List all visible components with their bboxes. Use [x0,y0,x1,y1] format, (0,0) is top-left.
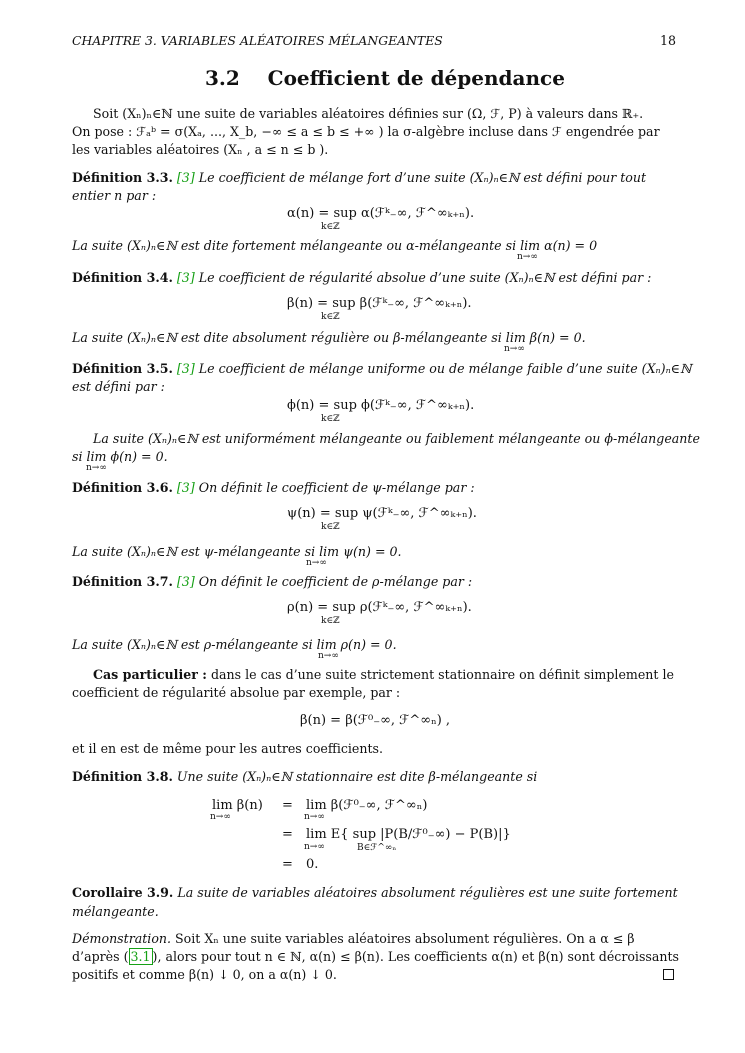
definition-label: Définition 3.4. [72,270,173,285]
equation-subscript: k∈ℤ [321,312,340,322]
equation-beta-stationary: β(n) = β(ℱ⁰₋∞, ℱ^∞ₙ) , [300,713,451,728]
definition-3-3 [72,170,646,186]
definition-text: Une suite (Xₙ)ₙ∈ℕ stationnaire est dite β-mélangeante si [176,769,538,784]
aligned-eq-row1-sign: = [282,798,293,813]
limit-subscript: n→∞ [504,344,525,354]
equation-subscript: k∈ℤ [321,616,340,626]
citation-link[interactable]: [3] [176,361,195,376]
citation-link[interactable]: [3] [176,170,195,185]
sup-subscript: B∈ℱ^∞ₙ [357,843,397,853]
definition-3-5 [72,361,692,377]
definition-conclusion: La suite (Xₙ)ₙ∈ℕ est uniformément mélangeante ou faiblement mélangeante ou ϕ-mélangeante [93,431,700,446]
limit-subscript: n→∞ [86,463,107,473]
equation-subscript: k∈ℤ [321,222,340,232]
definition-text: On définit le coefficient de ψ-mélange par : [198,480,475,495]
proof-label: Démonstration. [72,931,172,946]
special-case-text-cont: coefficient de régularité absolue par exemple, par : [72,685,401,700]
limit-subscript: n→∞ [517,252,538,262]
definition-label: Définition 3.5. [72,361,173,376]
citation-link[interactable]: [3] [176,574,195,589]
definition-3-8 [72,769,537,785]
corollary-text-cont: mélangeante. [72,904,159,919]
equation-phi: ϕ(n) = sup ϕ(ℱᵏ₋∞, ℱ^∞ₖ₊ₙ). [287,398,475,413]
definition-label: Définition 3.6. [72,480,173,495]
proof-text-part: d’après ( [72,949,129,964]
definition-conclusion: La suite (Xₙ)ₙ∈ℕ est dite fortement mélangeante ou α-mélangeante si lim α(n) = 0 [72,238,598,253]
proof-text-part: ), alors pour tout n ∈ ℕ, α(n) ≤ β(n). Les coefficients α(n) et β(n) sont décroissants [152,949,680,964]
corollary-3-9 [72,885,678,901]
section-heading: Coefficient de dépendance [267,66,565,90]
definition-label: Définition 3.3. [72,170,173,185]
definition-text-cont: entier n par : [72,188,157,203]
definition-conclusion: La suite (Xₙ)ₙ∈ℕ est ρ-mélangeante si lim ρ(n) = 0. [72,637,397,652]
definition-text-cont: est défini par : [72,379,165,394]
equation-beta: β(n) = sup β(ℱᵏ₋∞, ℱ^∞ₖ₊ₙ). [287,296,472,311]
definition-3-7 [72,574,472,590]
limit-subscript: n→∞ [304,842,325,852]
equation-subscript: k∈ℤ [321,414,340,424]
limit-subscript: n→∞ [304,812,325,822]
definition-3-6 [72,480,475,496]
definition-text: Le coefficient de régularité absolue d’une suite (Xₙ)ₙ∈ℕ est défini par : [198,270,652,285]
proof-paragraph [72,931,635,947]
proof-text-line-3: positifs et comme β(n) ↓ 0, on a α(n) ↓ 0. [72,967,337,982]
equation-psi: ψ(n) = sup ψ(ℱᵏ₋∞, ℱ^∞ₖ₊ₙ). [287,506,477,521]
corollary-label: Corollaire 3.9. [72,885,174,900]
proof-text-line-2 [72,949,679,965]
equation-alpha: α(n) = sup α(ℱᵏ₋∞, ℱ^∞ₖ₊ₙ). [287,206,475,221]
corollary-text: La suite de variables aléatoires absolument régulières est une suite fortement [177,885,678,900]
limit-subscript: n→∞ [210,812,231,822]
definition-3-4 [72,270,651,286]
section-title [205,66,565,90]
limit-subscript: n→∞ [306,558,327,568]
citation-link[interactable]: [3] [176,480,195,495]
definition-conclusion: La suite (Xₙ)ₙ∈ℕ est dite absolument régulière ou β-mélangeante si lim β(n) = 0. [72,330,586,345]
aligned-eq-row3-sign: = [282,857,293,872]
aligned-eq-row3-rhs: 0. [306,857,319,872]
intro-line-2: On pose : ℱₐᵇ = σ(Xₐ, ..., X_b, −∞ ≤ a ≤ b ≤ +∞ ) la σ-algèbre incluse dans ℱ engendrée par [72,124,660,139]
aligned-eq-row1-lhs: lim β(n) [212,798,263,813]
definition-label: Définition 3.8. [72,769,173,784]
aligned-eq-row2-sign: = [282,827,293,842]
proof-text: Soit Xₙ une suite variables aléatoires absolument régulières. On a α ≤ β [175,931,635,946]
special-case-text: dans le cas d’une suite strictement stationnaire on définit simplement le [210,667,674,682]
definition-text: On définit le coefficient de ρ-mélange par : [198,574,473,589]
aligned-eq-row2-rhs: lim E{ sup |P(B/ℱ⁰₋∞) − P(B)|} [306,827,511,842]
section-number: 3.2 [205,66,240,90]
page-number: 18 [660,33,677,48]
special-case-paragraph [93,667,674,683]
limit-subscript: n→∞ [318,651,339,661]
definition-text: Le coefficient de mélange uniforme ou de mélange faible d’une suite (Xₙ)ₙ∈ℕ [198,361,692,376]
intro-line-1: Soit (Xₙ)ₙ∈ℕ une suite de variables aléatoires définies sur (Ω, ℱ, P) à valeurs dans ℝ₊. [93,106,644,121]
definition-label: Définition 3.7. [72,574,173,589]
equation-reference-link[interactable]: 3.1 [130,949,151,964]
definition-conclusion: La suite (Xₙ)ₙ∈ℕ est ψ-mélangeante si lim ψ(n) = 0. [72,544,402,559]
running-header: CHAPITRE 3. VARIABLES ALÉATOIRES MÉLANGEANTES [72,33,443,48]
definition-conclusion-cont: si lim ϕ(n) = 0. [72,449,168,464]
special-case-conclusion: et il en est de même pour les autres coefficients. [72,741,384,756]
special-case-label: Cas particulier : [93,667,207,682]
aligned-eq-row1-rhs: lim β(ℱ⁰₋∞, ℱ^∞ₙ) [306,798,428,813]
intro-line-3: les variables aléatoires (Xₙ , a ≤ n ≤ b ). [72,142,329,157]
equation-subscript: k∈ℤ [321,522,340,532]
definition-text: Le coefficient de mélange fort d’une suite (Xₙ)ₙ∈ℕ est défini pour tout [198,170,647,185]
qed-square-icon [663,969,674,980]
citation-link[interactable]: [3] [176,270,195,285]
equation-rho: ρ(n) = sup ρ(ℱᵏ₋∞, ℱ^∞ₖ₊ₙ). [287,600,472,615]
